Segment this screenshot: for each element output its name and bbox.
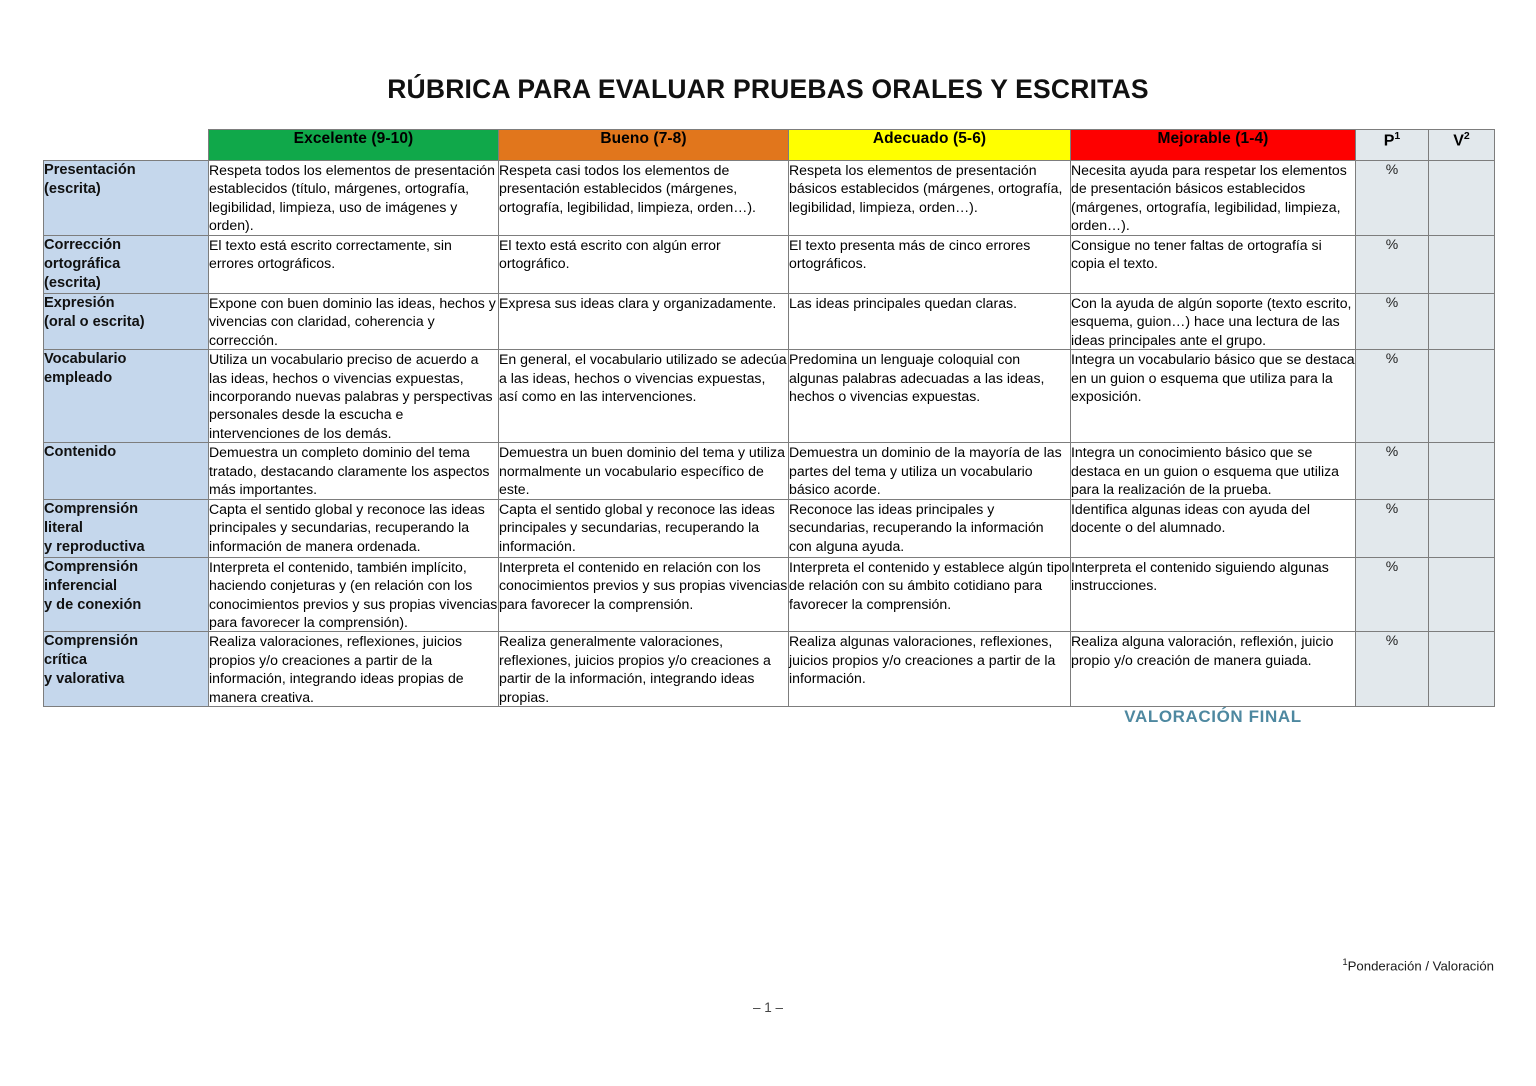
final-spacer-1 [44,707,209,752]
descriptor-cell-mejorable: Consigue no tener faltas de ortografía si copia el texto. [1071,235,1356,293]
final-spacer-4 [789,707,1071,752]
descriptor-cell-excelente: Interpreta el contenido, también implícito, haciendo conjeturas y (en relación con los conocimientos previos y sus propias vivencias para favorecer la comprensión). [209,558,498,630]
descriptor-cell-mejorable: Realiza alguna valoración, reflexión, juicio propio y/o creación de manera guiada. [1071,632,1356,707]
descriptor-cell-excelente: Demuestra un completo dominio del tema tratado, destacando claramente los aspectos más importantes. [209,443,499,499]
descriptor-cell-bueno: Demuestra un buen dominio del tema y utiliza normalmente un vocabulario específico de este. [499,443,789,499]
final-spacer-2 [209,707,499,752]
header-criteria-blank [44,130,209,161]
final-spacer-3 [499,707,789,752]
criterion-label-line: Comprensión [44,500,139,517]
descriptor-cell-bueno: El texto está escrito con algún error ortográfico. [499,235,789,293]
criterion-cell [44,235,209,293]
criterion-cell [44,350,209,443]
descriptor-cell-bueno: Expresa sus ideas clara y organizadamente. [499,293,789,349]
descriptor-cell-excelente: Realiza valoraciones, reflexiones, juicios propios y/o creaciones a partir de la información, integrando ideas propias de manera creativa. [209,632,499,707]
ponderacion-cell[interactable]: % [1356,557,1429,632]
criterion-label-line: ortográfica [44,255,121,272]
descriptor-cell-bueno: Interpreta el contenido en relación con los conocimientos previos y sus propias vivencias para favorecer la comprensión. [499,557,789,632]
criterion-label-line: Presentación [44,162,136,178]
descriptor-cell-mejorable: Necesita ayuda para respetar los elementos de presentación básicos establecidos (márgenes, ortografía, legibilidad, limpieza, orden…). [1071,161,1356,236]
criterion-label-line: literal [44,519,83,536]
criterion-label-line: Vocabulario [44,351,127,368]
descriptor-cell-excelente: Respeta todos los elementos de presentación establecidos (título, márgenes, ortografía, legibilidad, limpieza, uso de imágenes y orden). [209,161,499,236]
table-row [44,293,1495,349]
final-assessment-label: VALORACIÓN FINAL [1124,707,1302,727]
table-row [44,499,1495,557]
final-assessment-label-ext [1356,707,1429,752]
ponderacion-cell[interactable]: % [1356,632,1429,707]
criterion-label-line: Expresión [44,294,115,311]
ponderacion-cell[interactable]: % [1356,443,1429,499]
descriptor-cell-adecuado: Reconoce las ideas principales y secundarias, recuperando la información con alguna ayuda. [789,499,1071,557]
descriptor-cell-adecuado: Las ideas principales quedan claras. [789,293,1071,349]
header-valoracion-sup: 2 [1463,130,1470,142]
criterion-label-line: inferencial [44,577,117,594]
descriptor-cell-excelente: Utiliza un vocabulario preciso de acuerdo a las ideas, hechos o vivencias expuestas, incorporando nuevas palabras y perspectivas personales desde la escucha e intervenciones de los demás. [209,350,499,443]
ponderacion-cell[interactable]: % [1356,499,1429,557]
descriptor-cell-adecuado: Realiza algunas valoraciones, reflexiones, juicios propios y/o creaciones a partir de la información. [789,632,1071,707]
descriptor-cell-adecuado: El texto presenta más de cinco errores ortográficos. [789,235,1071,293]
table-row [44,443,1495,499]
valoracion-cell[interactable] [1429,293,1495,349]
criterion-cell [44,499,209,557]
header-ponderacion-sup: 1 [1394,130,1401,142]
valoracion-cell[interactable] [1429,557,1495,632]
header-ponderacion [1356,130,1429,161]
descriptor-cell-adecuado: Demuestra un dominio de la mayoría de las partes del tema y utiliza un vocabulario básico acorde. [789,443,1071,499]
criterion-label-line: y de conexión [44,596,142,613]
criterion-cell [44,443,209,499]
valoracion-cell[interactable] [1429,161,1495,236]
final-assessment-row [44,707,1495,752]
criterion-cell [44,632,209,707]
valoracion-cell[interactable] [1429,235,1495,293]
criterion-label-line: Comprensión [44,633,139,650]
footnote-mark-1: 1 [1342,957,1348,968]
header-level-adecuado: Adecuado (5-6) [789,130,1071,161]
header-ponderacion-letter: P [1383,132,1395,150]
header-level-mejorable: Mejorable (1-4) [1071,130,1356,161]
descriptor-cell-mejorable: Integra un conocimiento básico que se destaca en un guion o esquema que utiliza para la realización de la prueba. [1071,443,1356,499]
descriptor-cell-adecuado: Interpreta el contenido y establece algún tipo de relación con su ámbito cotidiano para favorecer la comprensión. [789,557,1071,632]
criterion-cell [44,557,209,632]
ponderacion-cell[interactable]: % [1356,350,1429,443]
footnote-text: Ponderación / Valoración [1347,958,1494,974]
descriptor-cell-bueno: Capta el sentido global y reconoce las ideas principales y secundarias, recuperando la información. [499,499,789,557]
page-title: RÚBRICA PARA EVALUAR PRUEBAS ORALES Y ESCRITAS [387,74,1149,104]
table-row [44,235,1495,293]
descriptor-cell-excelente: Capta el sentido global y reconoce las ideas principales y secundarias, recuperando la información de manera ordenada. [209,499,499,557]
criterion-label-line: y valorativa [44,671,125,688]
criterion-label-line: y reproductiva [44,538,145,555]
ponderacion-cell[interactable]: % [1356,293,1429,349]
header-level-bueno: Bueno (7-8) [499,130,789,161]
final-assessment-value[interactable] [1429,707,1495,752]
descriptor-cell-mejorable: Integra un vocabulario básico que se destaca en un guion o esquema que utiliza para la exposición. [1071,350,1356,443]
criterion-label-line: Contenido [44,444,117,461]
valoracion-cell[interactable] [1429,443,1495,499]
ponderacion-cell[interactable]: % [1356,161,1429,236]
descriptor-cell-adecuado: Predomina un lenguaje coloquial con algunas palabras adecuadas a las ideas, hechos o vivencias expuestas. [789,350,1071,443]
ponderacion-cell[interactable]: % [1356,235,1429,293]
header-valoracion-letter: V [1453,132,1464,150]
descriptor-cell-bueno: Realiza generalmente valoraciones, reflexiones, juicios propios y/o creaciones a partir de la información, integrando ideas propias. [499,632,789,707]
table-row [44,161,1495,236]
criterion-label-line: empleado [44,370,113,387]
valoracion-cell[interactable] [1429,632,1495,707]
page-number: – 1 – [752,1000,784,1015]
descriptor-cell-mejorable: Identifica algunas ideas con ayuda del docente o del alumnado. [1071,499,1356,557]
rubric-table-container [43,129,1494,751]
criterion-label-line: Comprensión [44,558,139,575]
valoracion-cell[interactable] [1429,350,1495,443]
descriptor-cell-mejorable: Con la ayuda de algún soporte (texto escrito, esquema, guion…) hace una lectura de las ideas principales ante el grupo. [1071,293,1356,349]
valoracion-cell[interactable] [1429,499,1495,557]
table-row [44,350,1495,443]
descriptor-cell-excelente: Expone con buen dominio las ideas, hechos y vivencias con claridad, coherencia y corrección. [209,293,499,349]
descriptor-cell-excelente: El texto está escrito correctamente, sin errores ortográficos. [209,235,499,293]
rubric-table [43,129,1495,751]
criterion-label-line: Corrección [44,236,122,253]
criterion-label-line: (escrita) [44,274,101,291]
criterion-label-line: (escrita) [44,180,101,197]
rubric-body [44,161,1495,707]
criterion-label-line: (oral o escrita) [44,313,145,330]
header-valoracion [1429,130,1495,161]
table-row [44,632,1495,707]
header-level-excelente: Excelente (9-10) [209,130,499,161]
footnote [1342,957,1494,973]
descriptor-cell-bueno: En general, el vocabulario utilizado se adecúa a las ideas, hechos o vivencias expuestas, así como en las intervenciones. [499,350,789,443]
descriptor-cell-adecuado: Respeta los elementos de presentación básicos establecidos (márgenes, ortografía, legibilidad, limpieza, orden…). [789,161,1071,236]
criterion-cell [44,293,209,349]
criterion-label-line: crítica [44,652,87,669]
table-header-row [44,130,1495,161]
descriptor-cell-mejorable: Interpreta el contenido siguiendo algunas instrucciones. [1071,557,1356,632]
descriptor-cell-bueno: Respeta casi todos los elementos de presentación establecidos (márgenes, ortografía, legibilidad, limpieza, orden…). [499,161,789,236]
criterion-cell [44,161,209,236]
table-row [44,557,1495,632]
